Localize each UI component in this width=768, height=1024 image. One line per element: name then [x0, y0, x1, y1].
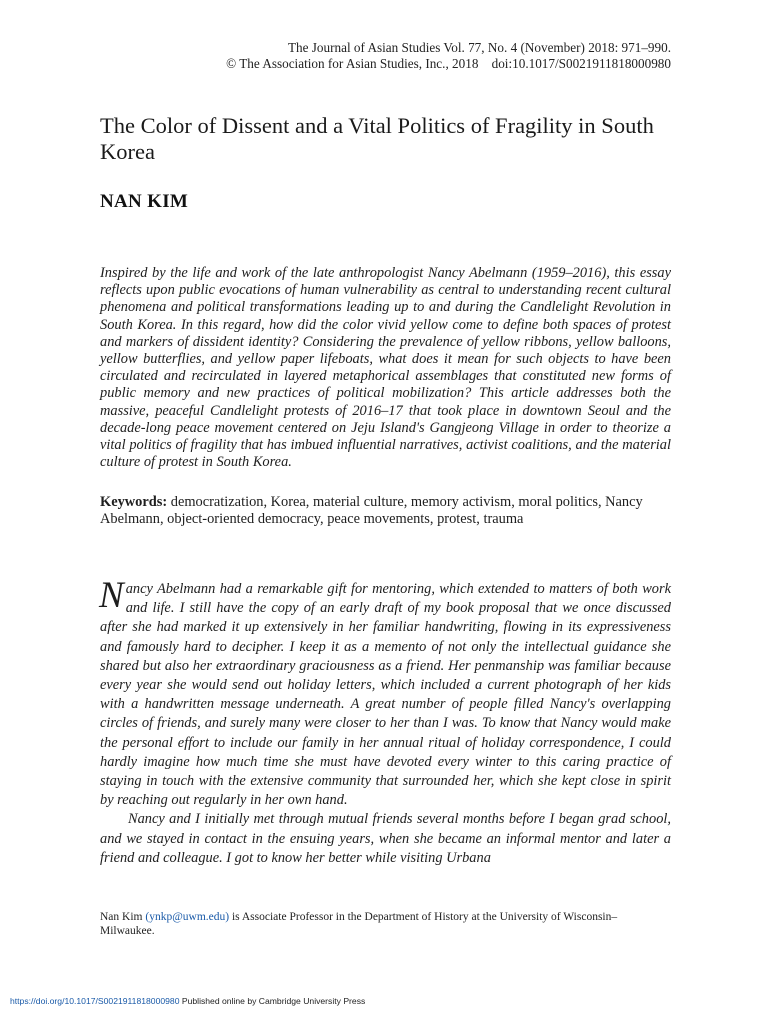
- article-title: The Color of Dissent and a Vital Politics of Fragility in South Korea: [100, 113, 654, 164]
- published-online-text: Published online by Cambridge University Press: [179, 996, 366, 1006]
- author-email-link[interactable]: (ynkp@uwm.edu): [145, 911, 230, 923]
- keywords-label: Keywords:: [100, 494, 168, 510]
- journal-header: [226, 40, 671, 72]
- journal-citation: The Journal of Asian Studies Vol. 77, No. 4 (November) 2018: 971–990.: [287, 40, 671, 55]
- copyright-doi-line: © The Association for Asian Studies, Inc., 2018 doi:10.1017/S0021911818000980: [226, 56, 671, 71]
- footnote-affiliation: is Associate Professor in the Department of History at the University of Wisconsin–Milwaukee.: [100, 911, 618, 937]
- doi-link[interactable]: https://doi.org/10.1017/S0021911818000980: [10, 996, 180, 1006]
- keywords: [100, 494, 671, 528]
- author-footnote: [100, 910, 671, 938]
- body-paragraph-1: [99, 575, 671, 810]
- abstract: Inspired by the life and work of the late anthropologist Nancy Abelmann (1959–2016), this essay reflects upon public evocations of human vulnerability as central to understanding recent cultural phenomena and political transformations leading up to and during the Candlelight Revolution in South Korea. In this regard, how did the color vivid yellow come to define both spaces of protest and markers of dissident identity? Considering the prevalence of yellow ribbons, yellow balloons, yellow butterflies, and yellow paper lifeboats, what does it mean for such objects to have been circulated and recirculated in layered metaphorical assemblages that constituted new forms of public memory and new practices of political mobilization? This article addresses both the massive, peaceful Candlelight protests of 2016–17 that took place in downtown Seoul and the decade-long peace movement centered on Jeju Island's Gangjeong Village in order to theorize a vital politics of fragility that has imbued influential narratives, activist coalitions, and the material culture of protest in South Korea.: [100, 265, 671, 471]
- footnote-author-name: Nan Kim: [100, 911, 143, 923]
- body-paragraph-2: Nancy and I initially met through mutual friends several months before I began grad school, and we stayed in contact in the ensuing years, when she became an informal mentor and later a friend and colleague. I got to know her better while visiting Urbana: [100, 811, 671, 866]
- body-paragraph-1-text: ancy Abelmann had a remarkable gift for mentoring, which extended to matters of both work and life. I still have the copy of an early draft of my book proposal that we once discussed after she had marked it up extensively in her familiar handwriting, flowing in its expressiveness and famously hard to decipher. I keep it as a memento of not only the intellectual guidance she shared but also her extraordinary graciousness as a friend. Her penmanship was familiar because every year she would send out holiday letters, which included a current photograph of her kids with a handwritten message underneath. A great number of people filled Nancy's overlapping circles of friends, and surely many were closer to her than I was. To know that Nancy would make the personal effort to include our family in her annual ritual of holiday correspondence, I could hardly imagine how much time she must have devoted every winter to this caring practice of staying in touch with the extensive community that surrounded her, which she kept close in spirit by reaching out regularly in her own hand.: [100, 581, 671, 809]
- article-body: [99, 575, 671, 868]
- drop-cap: N: [99, 575, 124, 616]
- keywords-list: democratization, Korea, material culture, memory activism, moral politics, Nancy Abelmann, object-oriented democracy, peace movements, protest, trauma: [100, 494, 643, 528]
- publisher-bar: [10, 996, 365, 1006]
- article-author: NAN KIM: [100, 191, 189, 212]
